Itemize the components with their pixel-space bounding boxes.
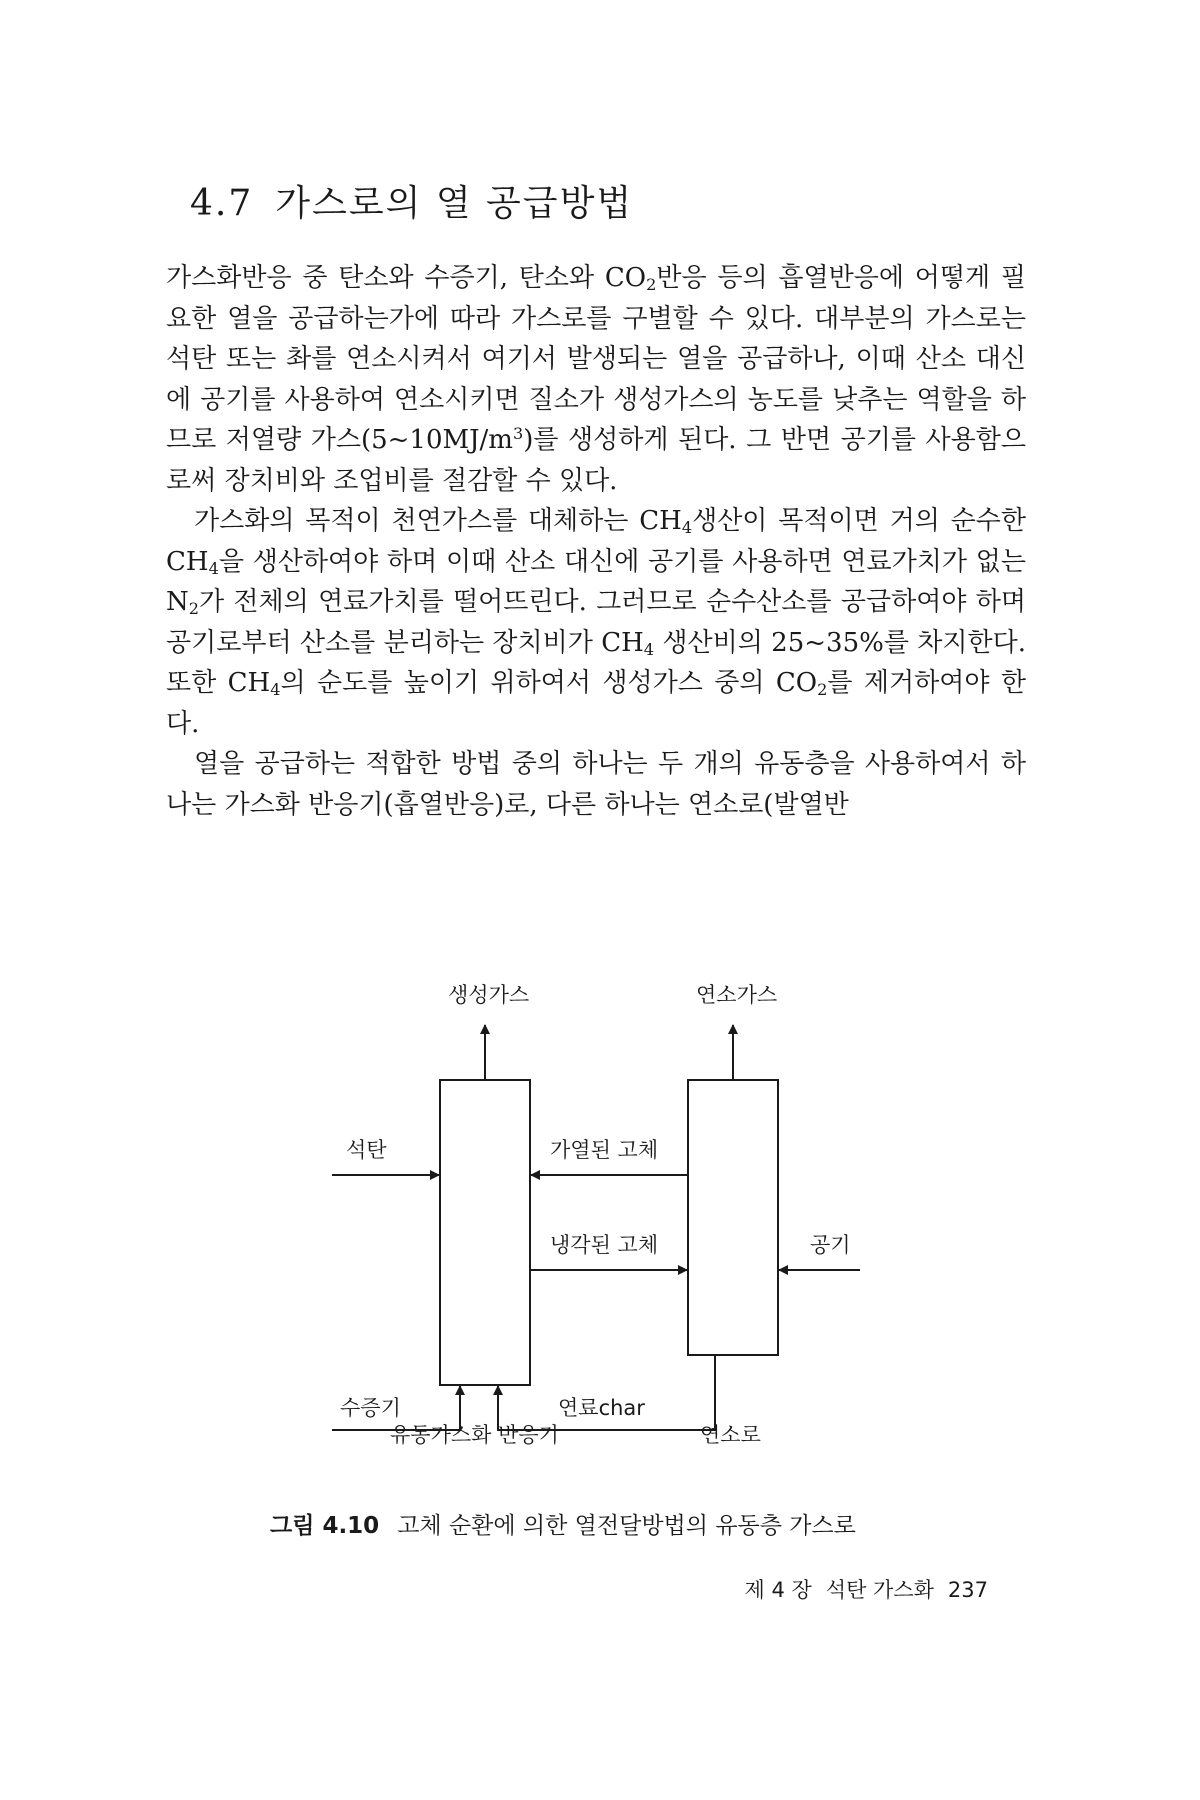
- subscript: 4: [208, 558, 219, 578]
- text-run: 의 순도를 높이기 위하여서 생성가스 중의 CO: [280, 668, 818, 698]
- coal-label: 석탄: [346, 1138, 387, 1162]
- text-run: )를 생성하게 된다. 그 반면 공기를 사용함으로써 장치비와 조업비를 절감할 수 있다.: [166, 425, 1027, 496]
- text-run: 를 제거하여야 한다.: [166, 668, 1026, 739]
- subscript: 2: [188, 599, 199, 619]
- text-run: 생산이 목적이면 거의 순수한 CH: [166, 506, 1027, 577]
- flue-gas-label: 연소가스: [696, 983, 778, 1007]
- paragraph-1: [166, 258, 1026, 501]
- figure-number: 그림 4.10: [270, 1513, 380, 1539]
- heated-solid-label: 가열된 고체: [550, 1138, 659, 1162]
- text-run: 가스화반응 중 탄소와 수증기, 탄소와 CO: [166, 263, 647, 293]
- text-run: 을 생산하여야 하며 이때 산소 대신에 공기를 사용하면 연료가치가 없는 N: [166, 546, 1026, 617]
- fuel-char-label: 연료char: [558, 1396, 645, 1420]
- chapter-title: 석탄 가스화: [825, 1578, 934, 1602]
- paragraph-2: [166, 501, 1026, 744]
- gasifier-column: [440, 1080, 530, 1385]
- chapter-number: 제 4 장: [744, 1578, 812, 1602]
- product-gas-label: 생성가스: [448, 983, 530, 1007]
- steam-label: 수증기: [340, 1396, 401, 1420]
- subscript: 2: [646, 275, 657, 295]
- section-number: 4.7: [190, 183, 254, 224]
- paragraph-3: 열을 공급하는 적합한 방법 중의 하나는 두 개의 유동층을 사용하여서 하나는 가스화 반응기(흡열반응)로, 다른 하나는 연소로(발열반: [166, 749, 1026, 820]
- diagram-drawing: [300, 985, 920, 1445]
- gasifier-label: 유동가스화 반응기: [390, 1423, 559, 1447]
- section-title: 가스로의 열 공급방법: [275, 183, 634, 224]
- air-label: 공기: [810, 1233, 851, 1257]
- text-run: 생산비의 25~35%를 차지한다. 또한 CH: [166, 627, 1027, 698]
- page-footer: [731, 1574, 989, 1604]
- subscript: 2: [817, 680, 828, 700]
- body-text: [166, 258, 1026, 825]
- subscript: 4: [270, 680, 281, 700]
- caption-text: 고체 순환에 의한 열전달방법의 유동층 가스로: [397, 1513, 856, 1539]
- subscript: 4: [681, 518, 693, 538]
- combustor-label: 연소로: [700, 1423, 761, 1447]
- cooled-solid-label: 냉각된 고체: [550, 1233, 659, 1257]
- combustor-column: [688, 1080, 778, 1355]
- subscript: 4: [643, 639, 655, 659]
- fluidized-bed-diagram: [300, 985, 920, 1445]
- page-number: 237: [947, 1578, 988, 1602]
- superscript: 3: [512, 424, 524, 444]
- section-heading: [190, 175, 633, 226]
- text-run: 가 전체의 연료가치를 떨어뜨린다. 그러므로 순수산소를 공급하여야 하며 공기로부터 산소를 분리하는 장치비가 CH: [166, 587, 1026, 658]
- text-run: 반응 등의 흡열반응에 어떻게 필요한 열을 공급하는가에 따라 가스로를 구별할 수 있다. 대부분의 가스로는 석탄 또는 촤를 연소시켜서 여기서 발생되는 열을 공급하나, 이때 산소 대신에 공기를 사용하여 연소시키면 질소가 생성가스의 농도를 낮추는 역할을 하므로 저열량 가스(5~10MJ/m: [166, 263, 1026, 455]
- text-run: 가스화의 목적이 천연가스를 대체하는 CH: [194, 506, 682, 536]
- figure-caption: [270, 1507, 856, 1540]
